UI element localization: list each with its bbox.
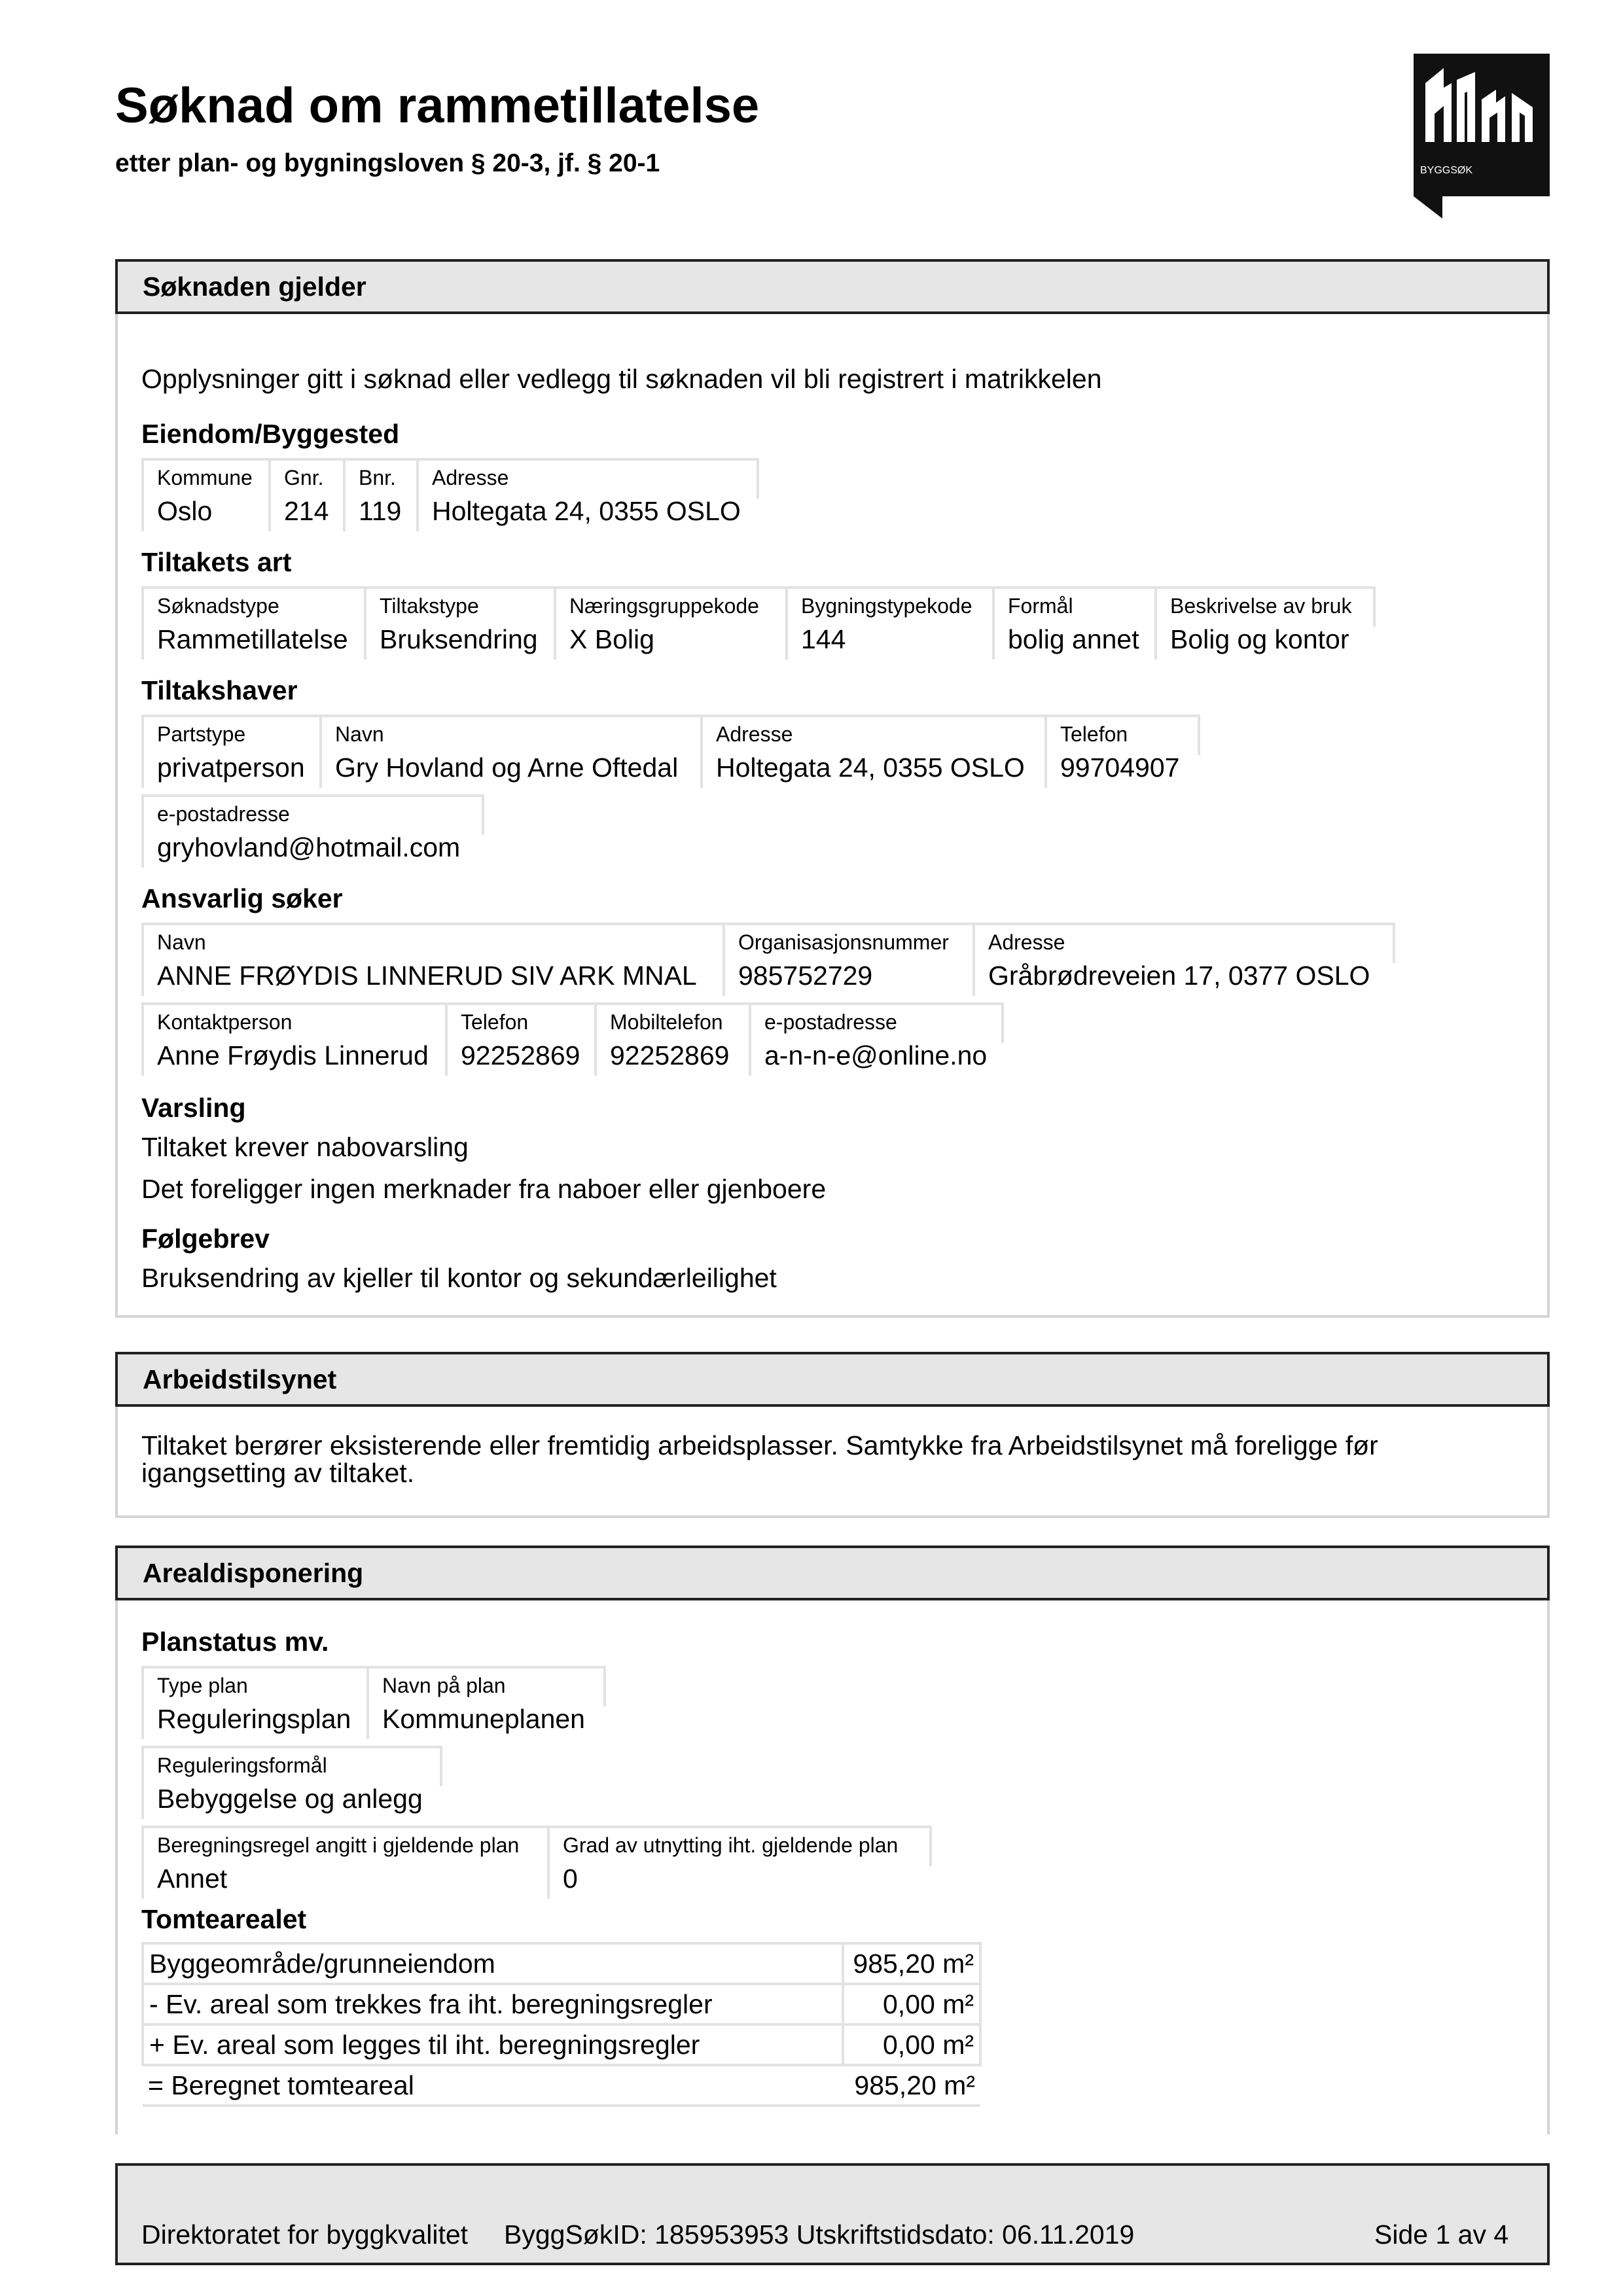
- soker-adresse-field: [972, 923, 1393, 996]
- organisasjonsnummer-value: 985752729: [738, 961, 873, 991]
- soker-navn-label: Navn: [157, 930, 206, 954]
- kommune-label: Kommune: [157, 466, 253, 489]
- tiltakshaver-navn-label: Navn: [335, 722, 384, 746]
- table-cell-label: + Ev. areal som legges til iht. beregningsregler: [143, 2024, 843, 2065]
- tiltakshaver-telefon-value: 99704907: [1060, 752, 1180, 783]
- soker-heading: Ansvarlig søker: [141, 883, 343, 913]
- varsling-heading: Varsling: [141, 1093, 246, 1123]
- tomteareal-table: [141, 1942, 982, 2107]
- tiltakstype-label: Tiltakstype: [380, 594, 479, 618]
- table-cell-value: 0,00 m²: [843, 2024, 980, 2065]
- bruk-field: [1154, 586, 1373, 660]
- tiltakshaver-navn-value: Gry Hovland og Arne Oftedal: [335, 752, 679, 783]
- page-title: Søknad om rammetillatelse: [115, 78, 760, 133]
- table-cell-label: - Ev. areal som trekkes fra iht. beregningsregler: [143, 1984, 843, 2024]
- tiltakshaver-epost-field: [141, 794, 482, 868]
- mobiltelefon-value: 92252869: [610, 1040, 730, 1070]
- tiltakshaver-epost-label: e-postadresse: [157, 802, 290, 826]
- bruk-label: Beskrivelse av bruk: [1170, 594, 1352, 618]
- tiltakstype-value: Bruksendring: [380, 624, 538, 654]
- soker-adresse-value: Gråbrødreveien 17, 0377 OSLO: [988, 961, 1370, 991]
- soknadstype-value: Rammetillatelse: [157, 624, 348, 654]
- kontaktperson-value: Anne Frøydis Linnerud: [157, 1040, 429, 1070]
- beregningsregel-value: Annet: [157, 1863, 228, 1894]
- varsling-line-1: Tiltaket krever nabovarsling: [141, 1132, 469, 1162]
- bnr-label: Bnr.: [359, 466, 396, 489]
- soker-epost-value: a-n-n-e@online.no: [764, 1040, 988, 1070]
- reguleringsformal-value: Bebyggelse og anlegg: [157, 1784, 423, 1814]
- naeringsgruppe-field: [554, 586, 785, 660]
- arbeidstilsynet-line-1: Tiltaket berører eksisterende eller fremtidig arbeidsplasser. Samtykke fra Arbeidstilsynet må foreligge før: [141, 1430, 1378, 1460]
- logo-text: BYGGSØK: [1420, 165, 1473, 176]
- varsling-line-2: Det foreligger ingen merknader fra naboer eller gjenboere: [141, 1174, 827, 1204]
- tiltakshaver-telefon-field: [1044, 715, 1198, 788]
- footer-page-number: Side 1 av 4: [1374, 2219, 1509, 2250]
- beregningsregel-label: Beregningsregel angitt i gjeldende plan: [157, 1833, 520, 1857]
- bygningstype-field: [785, 586, 992, 660]
- folgebrev-text: Bruksendring av kjeller til kontor og sekundærleilighet: [141, 1263, 777, 1293]
- tiltakshaver-heading: Tiltakshaver: [141, 675, 298, 705]
- tiltakshaver-epost-value: gryhovland@hotmail.com: [157, 832, 461, 862]
- table-row: [143, 2024, 980, 2065]
- mobiltelefon-field: [594, 1002, 749, 1076]
- utnytting-value: 0: [563, 1863, 578, 1894]
- kontaktperson-label: Kontaktperson: [157, 1010, 293, 1034]
- tiltak-heading: Tiltakets art: [141, 547, 292, 577]
- partstype-label: Partstype: [157, 722, 246, 746]
- partstype-value: privatperson: [157, 752, 305, 783]
- table-row: [143, 1984, 980, 2024]
- gnr-value: 214: [284, 496, 329, 526]
- soker-telefon-field: [445, 1002, 594, 1076]
- tiltakshaver-adresse-label: Adresse: [716, 722, 793, 746]
- tiltakshaver-telefon-label: Telefon: [1060, 722, 1128, 746]
- soker-epost-field: [749, 1002, 1001, 1076]
- formal-value: bolig annet: [1008, 624, 1139, 654]
- utnytting-field: [547, 1826, 929, 1899]
- reguleringsformal-label: Reguleringsformål: [157, 1754, 327, 1777]
- soknaden-heading: Søknaden gjelder: [115, 259, 1550, 314]
- table-cell-value: 985,20 m²: [843, 2065, 980, 2106]
- organisasjonsnummer-field: [722, 923, 972, 996]
- page-subtitle: etter plan- og bygningsloven § 20-3, jf. § 20-1: [115, 149, 660, 177]
- planstatus-heading: Planstatus mv.: [141, 1627, 329, 1657]
- byggsok-logo-icon: [1414, 54, 1550, 250]
- tiltakshaver-navn-field: [319, 715, 700, 788]
- reguleringsformal-field: [141, 1746, 440, 1819]
- soker-telefon-label: Telefon: [461, 1010, 529, 1034]
- table-row: [143, 1943, 980, 1984]
- table-cell-value: 0,00 m²: [843, 1984, 980, 2024]
- beregningsregel-field: [141, 1826, 547, 1899]
- eiendom-heading: Eiendom/Byggested: [141, 419, 400, 449]
- gnr-label: Gnr.: [284, 466, 324, 489]
- tomteareal-heading: Tomtearealet: [141, 1904, 307, 1934]
- kontaktperson-field: [141, 1002, 445, 1076]
- tiltakshaver-adresse-field: [700, 715, 1044, 788]
- kommune-field: [141, 458, 268, 531]
- folgebrev-heading: Følgebrev: [141, 1224, 270, 1254]
- soker-adresse-label: Adresse: [988, 930, 1065, 954]
- byggsok-logo: [1414, 54, 1550, 250]
- formal-label: Formål: [1008, 594, 1073, 618]
- soknadstype-label: Søknadstype: [157, 594, 279, 618]
- table-cell-label: Byggeområde/grunneiendom: [143, 1943, 843, 1984]
- bygningstype-label: Bygningstypekode: [801, 594, 972, 618]
- navn-plan-label: Navn på plan: [382, 1674, 506, 1697]
- soker-navn-value: ANNE FRØYDIS LINNERUD SIV ARK MNAL: [157, 961, 697, 991]
- navn-plan-field: [366, 1666, 603, 1739]
- bruk-value: Bolig og kontor: [1170, 624, 1349, 654]
- tiltakstype-field: [364, 586, 554, 660]
- eiendom-adresse-field: [416, 458, 757, 531]
- utnytting-label: Grad av utnytting iht. gjeldende plan: [563, 1833, 899, 1857]
- bygningstype-value: 144: [801, 624, 846, 654]
- table-cell-label: = Beregnet tomteareal: [143, 2065, 843, 2106]
- tiltakshaver-adresse-value: Holtegata 24, 0355 OSLO: [716, 752, 1025, 783]
- arealdisponering-heading: Arealdisponering: [115, 1545, 1550, 1600]
- page-footer: [115, 2163, 1550, 2265]
- soker-telefon-value: 92252869: [461, 1040, 580, 1070]
- type-plan-field: [141, 1666, 366, 1739]
- registration-note: Opplysninger gitt i søknad eller vedlegg til søknaden vil bli registrert i matrikkelen: [141, 364, 1102, 394]
- navn-plan-value: Kommuneplanen: [382, 1704, 585, 1734]
- naeringsgruppe-value: X Bolig: [569, 624, 654, 654]
- partstype-field: [141, 715, 319, 788]
- bnr-value: 119: [359, 496, 402, 526]
- arbeidstilsynet-line-2: igangsetting av tiltaket.: [141, 1458, 415, 1488]
- table-row-total: [143, 2065, 980, 2106]
- type-plan-value: Reguleringsplan: [157, 1704, 351, 1734]
- soker-navn-field: [141, 923, 722, 996]
- table-cell-value: 985,20 m²: [843, 1943, 980, 1984]
- soknadstype-field: [141, 586, 364, 660]
- type-plan-label: Type plan: [157, 1674, 248, 1697]
- naeringsgruppe-label: Næringsgruppekode: [569, 594, 759, 618]
- soker-epost-label: e-postadresse: [764, 1010, 897, 1034]
- eiendom-adresse-value: Holtegata 24, 0355 OSLO: [432, 496, 741, 526]
- footer-organization: Direktoratet for byggkvalitet: [141, 2219, 469, 2250]
- eiendom-adresse-label: Adresse: [432, 466, 509, 489]
- footer-document-id: ByggSøkID: 185953953 Utskriftstidsdato: 06.11.2019: [504, 2219, 1135, 2250]
- bnr-field: [343, 458, 416, 531]
- formal-field: [992, 586, 1154, 660]
- arbeidstilsynet-heading: Arbeidstilsynet: [115, 1352, 1550, 1407]
- gnr-field: [268, 458, 343, 531]
- organisasjonsnummer-label: Organisasjonsnummer: [738, 930, 949, 954]
- kommune-value: Oslo: [157, 496, 213, 526]
- mobiltelefon-label: Mobiltelefon: [610, 1010, 723, 1034]
